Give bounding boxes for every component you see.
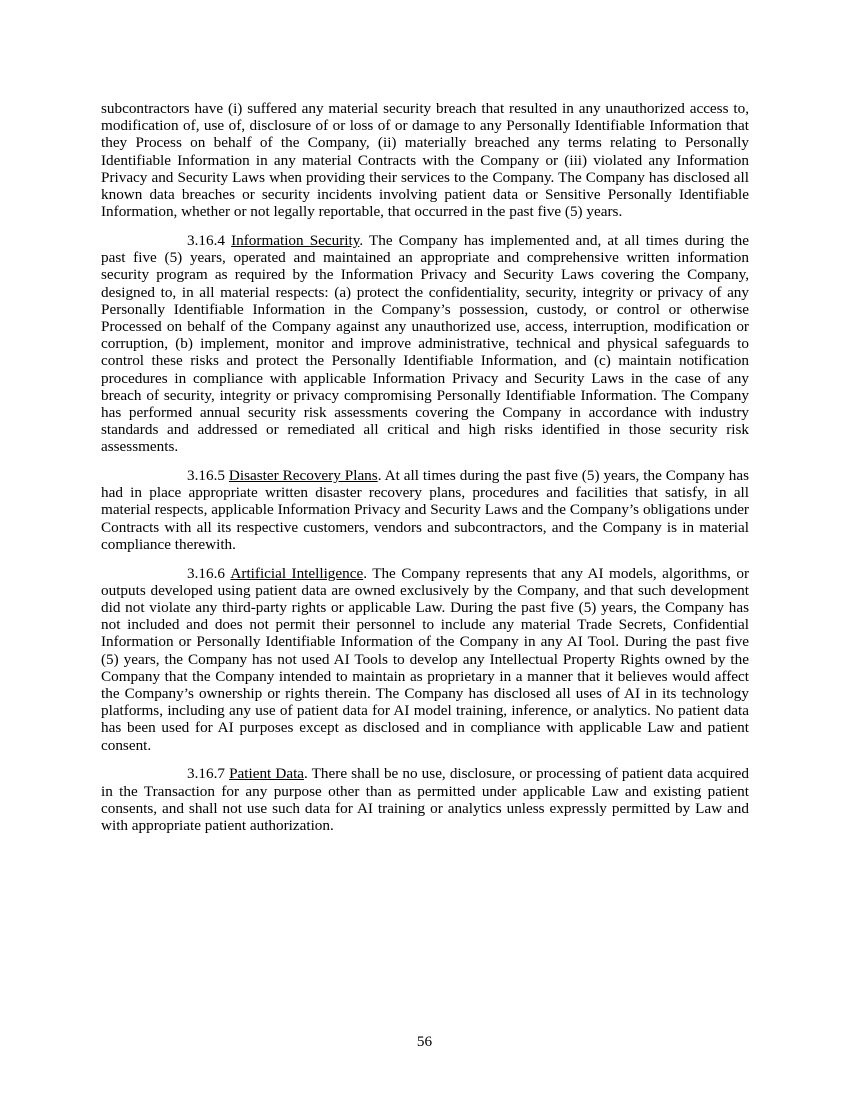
section-3-16-7 [101,765,749,834]
section-text: . At all times during the past five (5) years, the Company has had in place appropriate written disaster recovery plans, procedures and facilities that satisfy, in all material respects, applicable Information Privacy and Security Laws and the Company’s obligations under Contracts with all its respective customers, vendors and subcontractors, and the Company is in material compliance therewith. [101,467,750,553]
section-text: . The Company represents that any AI models, algorithms, or outputs developed using patient data are owned exclusively by the Company, and that such development did not violate any third-party rights or applicable Law. During the past five (5) years, the Company has not included and does not permit their personnel to include any material Trade Secrets, Confidential Information or Personally Identifiable Information of the Company in any AI Tool. During the past five (5) years, the Company has not used AI Tools to develop any Intellectual Property Rights owned by the Company that the Company intended to maintain as proprietary in a manner that it believes would affect the Company’s ownership or rights therein. The Company has disclosed all uses of AI in its technology platforms, including any use of patient data for AI model training, inference, or analytics. No patient data has been used for AI purposes except as disclosed and in compliance with applicable Law and patient consent. [101,564,749,754]
section-number: 3.16.5 [187,467,225,485]
section-heading: Disaster Recovery Plans [228,467,378,485]
paragraph-text: subcontractors have (i) suffered any material security breach that resulted in any unauthorized access to, modification of, use of, disclosure of or loss of or damage to any Personally Identifiable Information that they Process on behalf of the Company, (ii) materially breached any terms relating to Personally Identifiable Information in any material Contracts with the Company or (iii) violated any Information Privacy and Security Laws when providing their services to the Company. The Company has disclosed all known data breaches or security incidents involving patient data or Sensitive Personally Identifiable Information, whether or not legally reportable, that occurred in the past five (5) years. [101,100,749,221]
section-number: 3.16.6 [187,564,225,582]
section-3-16-4 [101,232,749,456]
section-3-16-5 [101,467,749,553]
section-heading: Artificial Intelligence [230,564,364,582]
section-heading: Patient Data [229,765,305,783]
section-3-16-6 [101,565,749,754]
section-text: . The Company has implemented and, at all times during the past five (5) years, operated and maintained an appropriate and comprehensive written information security program as required by the Information Privacy and Security Laws covering the Company, designed to, in all material respects: (a) protect the confidentiality, security, integrity or privacy of any Personally Identifiable Information in the Company’s possession, custody, or control or otherwise Processed on behalf of the Company against any unauthorized use, access, interruption, modification or corruption, (b) implement, monitor and improve administrative, technical and physical safeguards to control these risks and protect the Personally Identifiable Information, and (c) maintain notification procedures in compliance with applicable Information Privacy and Security Laws in the case of any breach of security, integrity or privacy compromising Personally Identifiable Information. The Company has performed annual security risk assessments covering the Company in accordance with industry standards and addressed or remediated all critical and high risks identified in those security risk assessments. [101,231,749,456]
page-number: 56 [416,1033,433,1050]
document-page [101,100,749,846]
paragraph-3-16-3-continued [101,100,749,220]
section-heading: Information Security [231,231,360,249]
section-text: . There shall be no use, disclosure, or processing of patient data acquired in the Transaction for any purpose other than as permitted under applicable Law and existing patient consents, and shall not use such data for AI training or analytics unless expressly permitted by Law and with appropriate patient authorization. [101,765,749,834]
section-number: 3.16.4 [187,231,225,249]
section-number: 3.16.7 [187,765,225,783]
